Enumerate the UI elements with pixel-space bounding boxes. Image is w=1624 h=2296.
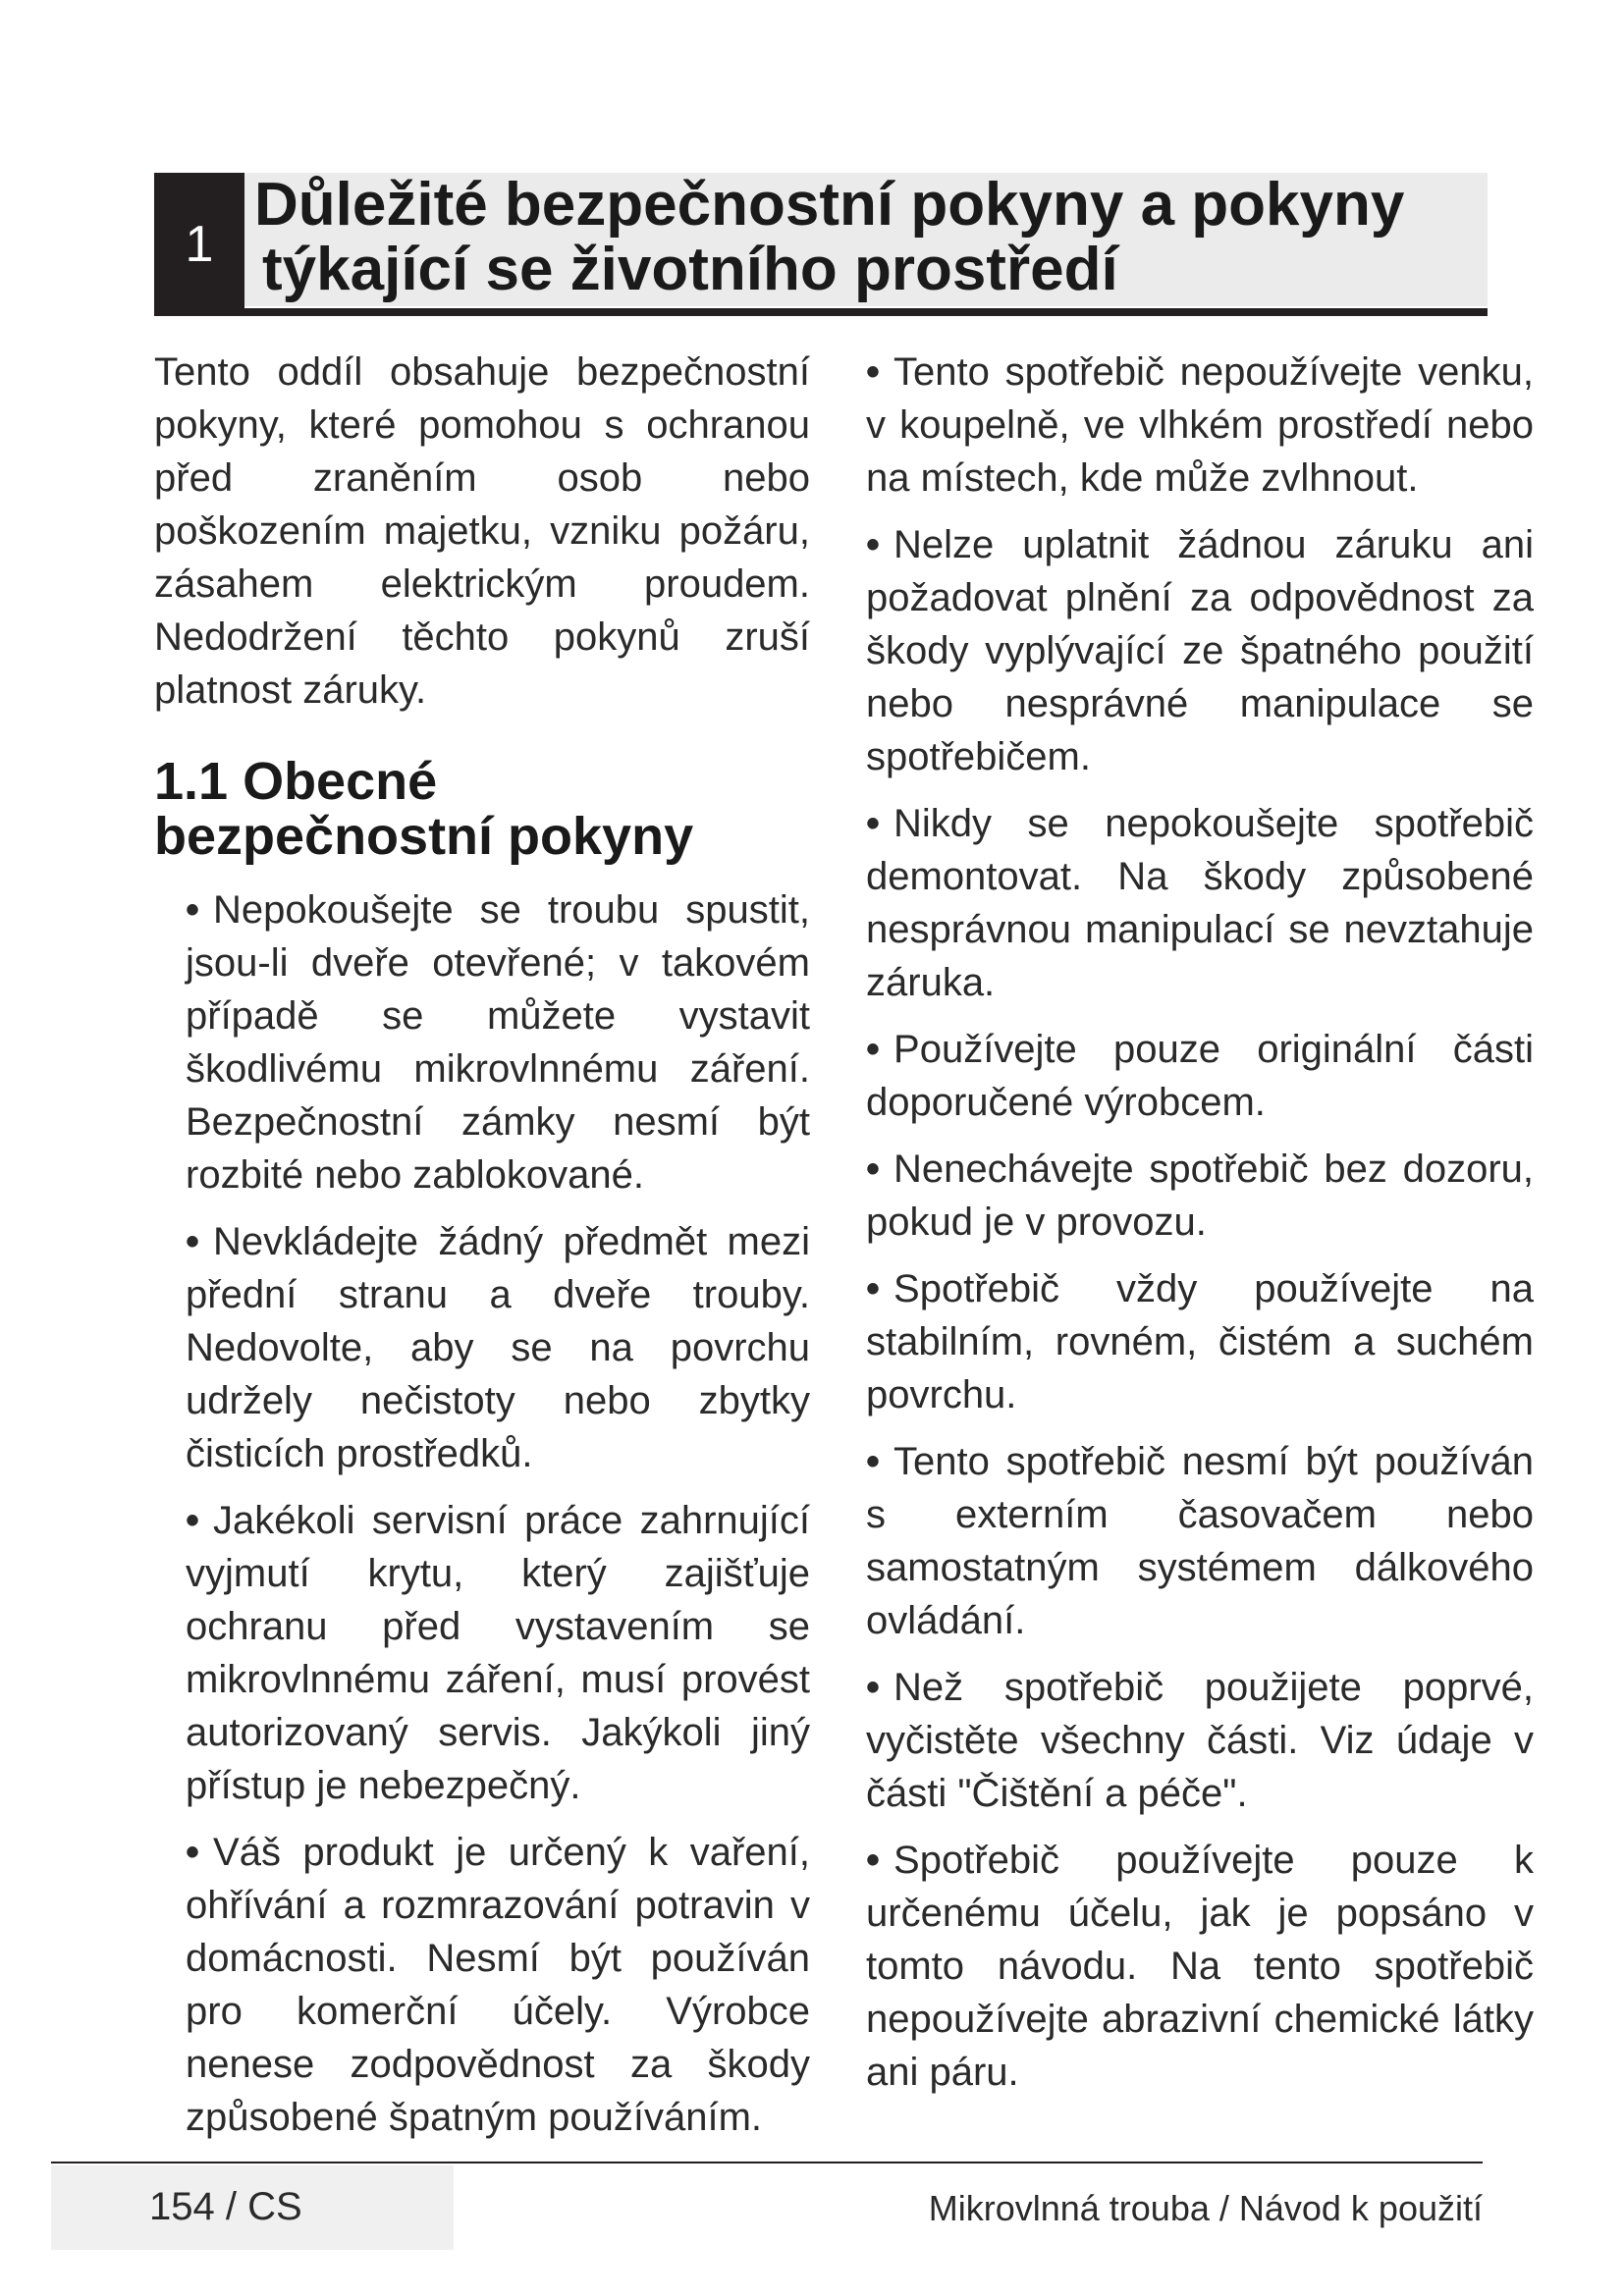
list-item	[866, 1023, 1534, 1129]
list-item-text: Nelze uplatnit žádnou záruku ani požadovat plnění za odpovědnost za škody vyplývající ze špatného použití nebo nesprávné manipulace se spotřebičem.	[866, 523, 1534, 778]
list-item	[866, 1661, 1534, 1820]
list-item	[866, 797, 1534, 1009]
bullet-icon: •	[866, 1440, 881, 1483]
section-heading	[154, 754, 810, 864]
list-item-text: Používejte pouze originální části doporučené výrobcem.	[866, 1028, 1534, 1124]
list-item	[154, 883, 810, 1201]
bullet-icon: •	[186, 1831, 200, 1874]
bullet-icon: •	[186, 888, 200, 932]
chapter-title-line2: týkající se životního prostředí	[262, 236, 1118, 303]
bullet-icon: •	[866, 1666, 881, 1709]
list-item-text: Jakékoli servisní práce zahrnující vyjmutí krytu, který zajišťuje ochranu před vystavením se mikrovlnnému záření, musí provést autorizovaný servis. Jakýkoli jiný přístup je nebezpečný.	[186, 1499, 810, 1807]
list-item	[154, 1826, 810, 2144]
list-item-text: Tento spotřebič nesmí být používán s externím časovačem nebo samostatným systémem dálkového ovládání.	[866, 1440, 1534, 1642]
list-item	[866, 1435, 1534, 1647]
right-bullet-list	[866, 346, 1534, 2099]
bullet-icon: •	[866, 1148, 881, 1191]
right-column	[866, 346, 1534, 2112]
chapter-title-line1: Důležité bezpečnostní pokyny a pokyny	[254, 171, 1405, 239]
bullet-icon: •	[866, 350, 881, 394]
footer-divider	[51, 2162, 1483, 2163]
bullet-icon: •	[186, 1499, 200, 1542]
list-item	[154, 1494, 810, 1812]
section-heading-line1: 1.1 Obecné	[154, 752, 438, 811]
list-item	[866, 1834, 1534, 2099]
list-item-text: Tento spotřebič nepoužívejte venku, v koupelně, ve vlhkém prostředí nebo na místech, kde může zvlhnout.	[866, 350, 1534, 500]
chapter-rule	[154, 308, 1488, 316]
bullet-icon: •	[866, 523, 881, 566]
list-item-text: Nikdy se nepokoušejte spotřebič demontovat. Na škody způsobené nesprávnou manipulací se nevztahuje záruka.	[866, 802, 1534, 1004]
chapter-number: 1	[154, 173, 244, 316]
list-item-text: Spotřebič používejte pouze k určenému účelu, jak je popsáno v tomto návodu. Na tento spotřebič nepoužívejte abrazivní chemické látky ani páru.	[866, 1839, 1534, 2094]
left-column	[154, 346, 810, 2158]
bullet-icon: •	[866, 1267, 881, 1310]
bullet-icon: •	[866, 1839, 881, 1882]
list-item	[866, 346, 1534, 505]
intro-paragraph: Tento oddíl obsahuje bezpečnostní pokyny, které pomohou s ochranou před zraněním osob nebo poškozením majetku, vzniku požáru, zásahem elektrickým proudem. Nedodržení těchto pokynů zruší platnost záruky.	[154, 350, 810, 712]
bullet-icon: •	[186, 1220, 200, 1263]
list-item	[866, 1143, 1534, 1249]
footer-doc-title: Mikrovlnná trouba / Návod k použití	[928, 2188, 1483, 2228]
list-item-text: Než spotřebič použijete poprvé, vyčistěte všechny části. Viz údaje v části "Čištění a péče".	[866, 1666, 1534, 1815]
list-item-text: Nenechávejte spotřebič bez dozoru, pokud je v provozu.	[866, 1148, 1534, 1244]
chapter-title	[254, 173, 1472, 302]
list-item-text: Spotřebič vždy používejte na stabilním, rovném, čistém a suchém povrchu.	[866, 1267, 1534, 1416]
chapter-header	[154, 173, 1488, 316]
list-item	[866, 518, 1534, 783]
list-item	[154, 1215, 810, 1480]
list-item-text: Nepokoušejte se troubu spustit, jsou-li dveře otevřené; v takovém případě se můžete vystavit škodlivému mikrovlnnému záření. Bezpečnostní zámky nesmí být rozbité nebo zablokované.	[186, 888, 810, 1197]
page-number: 154 / CS	[149, 2185, 302, 2228]
chapter-title-box	[244, 173, 1488, 306]
list-item-text: Nevkládejte žádný předmět mezi přední stranu a dveře trouby. Nedovolte, aby se na povrchu udržely nečistoty nebo zbytky čisticích prostředků.	[186, 1220, 810, 1475]
list-item	[866, 1262, 1534, 1421]
bullet-icon: •	[866, 1028, 881, 1071]
section-heading-line2: bezpečnostní pokyny	[154, 807, 694, 866]
list-item-text: Váš produkt je určený k vaření, ohřívání a rozmrazování potravin v domácnosti. Nesmí být používán pro komerční účely. Výrobce nenese zodpovědnost za škody způsobené špatným používáním.	[186, 1831, 810, 2139]
bullet-icon: •	[866, 802, 881, 845]
left-bullet-list	[154, 883, 810, 2144]
